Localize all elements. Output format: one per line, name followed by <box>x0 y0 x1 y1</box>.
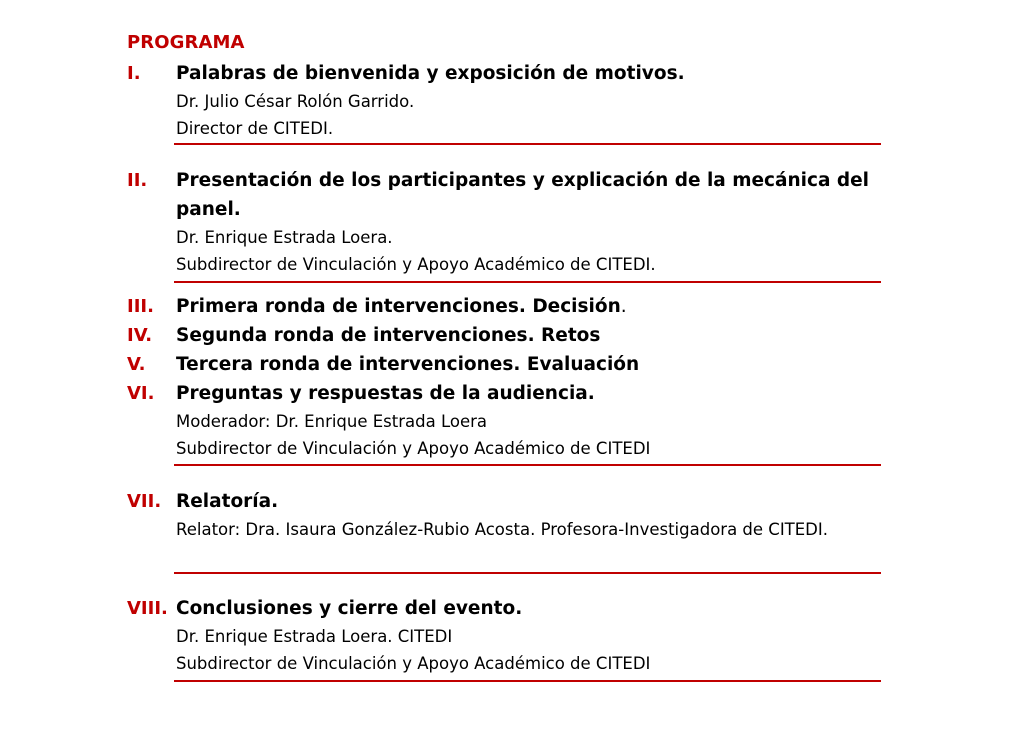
item-title: Conclusiones y cierre del evento. <box>176 598 523 619</box>
item-number: I. <box>127 63 141 84</box>
item-content <box>176 350 887 379</box>
program-item-1 <box>127 59 887 142</box>
item-content <box>176 292 887 321</box>
item-line: Subdirector de Vinculación y Apoyo Académico de CITEDI. <box>176 255 656 274</box>
item-line: Director de CITEDI. <box>176 119 334 138</box>
section-divider <box>174 680 881 682</box>
item-content <box>176 166 887 278</box>
item-content <box>176 594 887 677</box>
item-number: II. <box>127 170 148 191</box>
item-number: V. <box>127 354 146 375</box>
item-content <box>176 59 887 142</box>
item-line: Dr. Enrique Estrada Loera. <box>176 228 393 247</box>
program-item-4 <box>127 321 887 350</box>
item-title: Relatoría. <box>176 491 279 512</box>
item-number: III. <box>127 296 154 317</box>
program-item-5 <box>127 350 887 379</box>
item-title: Tercera ronda de intervenciones. Evaluación <box>176 354 640 375</box>
section-divider <box>174 464 881 466</box>
program-item-6 <box>127 379 887 462</box>
item-content <box>176 379 887 462</box>
item-number: VI. <box>127 383 155 404</box>
item-line: Subdirector de Vinculación y Apoyo Académico de CITEDI <box>176 654 651 673</box>
program-item-7 <box>127 487 887 543</box>
item-title-tail: . <box>620 296 627 317</box>
program-heading: PROGRAMA <box>127 32 245 53</box>
item-line: Subdirector de Vinculación y Apoyo Académico de CITEDI <box>176 439 651 458</box>
program-item-8 <box>127 594 887 677</box>
item-title: Presentación de los participantes y explicación de la mecánica del panel. <box>176 170 870 220</box>
item-title: Preguntas y respuestas de la audiencia. <box>176 383 595 404</box>
section-divider <box>174 143 881 145</box>
item-line: Moderador: Dr. Enrique Estrada Loera <box>176 412 488 431</box>
item-title: Segunda ronda de intervenciones. Retos <box>176 325 601 346</box>
item-content <box>176 321 887 350</box>
item-number: IV. <box>127 325 153 346</box>
item-title <box>176 292 887 321</box>
program-item-3 <box>127 292 887 321</box>
item-line: Dr. Julio César Rolón Garrido. <box>176 92 415 111</box>
item-line: Dr. Enrique Estrada Loera. CITEDI <box>176 627 453 646</box>
section-divider <box>174 572 881 574</box>
item-title-text: Primera ronda de intervenciones. Decisión <box>176 296 621 317</box>
item-line: Relator: Dra. Isaura González-Rubio Acosta. Profesora-Investigadora de CITEDI. <box>176 520 828 539</box>
item-number: VII. <box>127 491 162 512</box>
section-divider <box>174 281 881 283</box>
item-title: Palabras de bienvenida y exposición de motivos. <box>176 63 685 84</box>
item-number: VIII. <box>127 598 168 619</box>
item-content <box>176 487 887 543</box>
program-item-2 <box>127 166 887 278</box>
